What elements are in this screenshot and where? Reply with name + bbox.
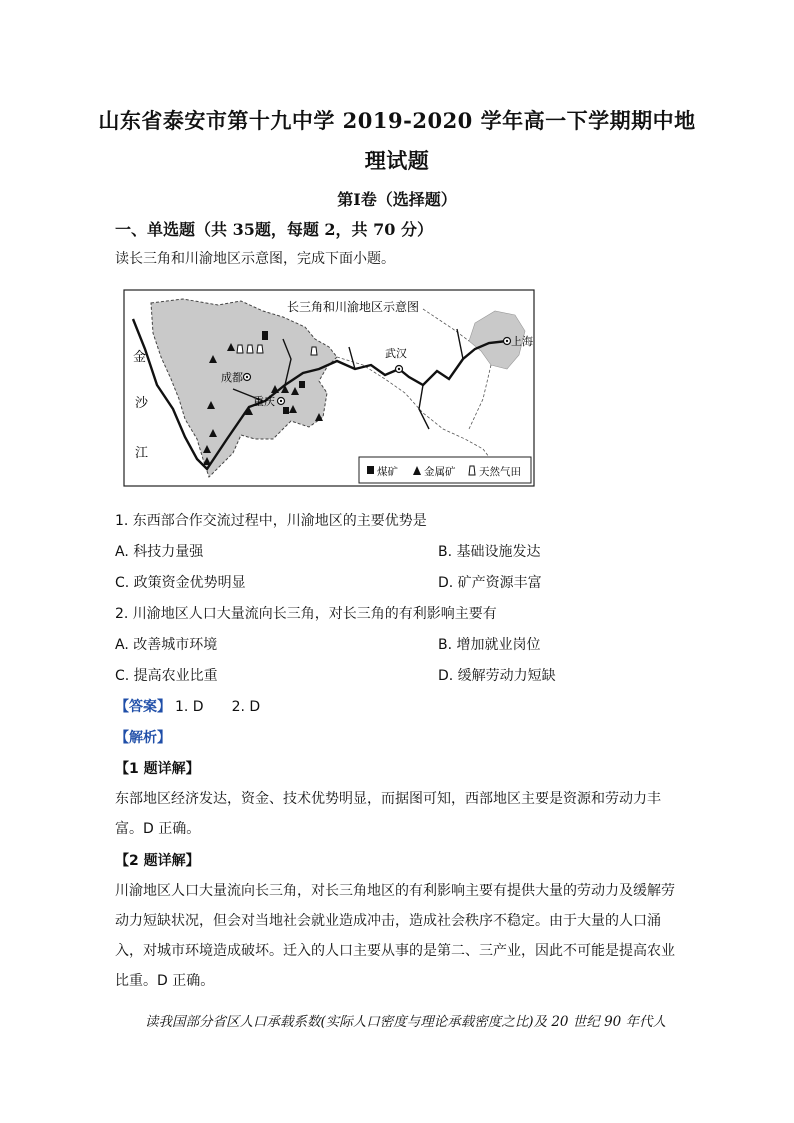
question-1-option-a: A. 科技力量强: [115, 544, 204, 560]
region-map: [123, 289, 535, 489]
question-2-option-a: A. 改善城市环境: [115, 637, 218, 653]
question-1-stem: 1. 东西部合作交流过程中，川渝地区的主要优势是: [115, 513, 427, 529]
river-label-sha: 沙: [135, 396, 149, 411]
question-2-option-b: B. 增加就业岗位: [438, 637, 541, 653]
map-title: 长三角和川渝地区示意图: [287, 300, 420, 314]
coal-mine-icon: [262, 331, 268, 340]
section-heading: 一、单选题（共 35题，每题 2，共 70 分）: [115, 220, 433, 239]
question-2-stem: 2. 川渝地区人口大量流向长三角，对长三角的有利影响主要有: [115, 606, 497, 622]
legend-label-coal: 煤矿: [377, 466, 398, 478]
q1-detail-text: 东部地区经济发达，资金、技术优势明显，而据图可知，西部地区主要是资源和劳动力丰富。D 正确。: [115, 791, 661, 837]
coal-mine-icon: [283, 407, 289, 414]
city-label-wuhan: 武汉: [385, 347, 407, 360]
river-label-jiang: 江: [135, 446, 149, 461]
legend-label-metal: 金属矿: [424, 466, 456, 478]
answer-label: 【答案】: [115, 699, 171, 715]
legend-label-gas: 天然气田: [479, 466, 521, 478]
question-1-option-d: D. 矿产资源丰富: [438, 575, 542, 591]
question-1-option-c: C. 政策资金优势明显: [115, 575, 246, 591]
coal-mine-icon: [367, 466, 374, 474]
answer-line: [115, 696, 260, 716]
next-question-intro: 读我国部分省区人口承载系数(实际人口密度与理论承载密度之比)及 20 世纪 90 年代人: [145, 1014, 667, 1030]
question-2-option-d: D. 缓解劳动力短缺: [438, 668, 556, 684]
question-2-option-c: C. 提高农业比重: [115, 668, 218, 684]
gas-field-icon: [469, 466, 475, 475]
question-1-option-b: B. 基础设施发达: [438, 544, 541, 560]
q2-detail-text: 川渝地区人口大量流向长三角，对长三角地区的有利影响主要有提供大量的劳动力及缓解劳动力短缺状况，但会对当地社会就业造成冲击，造成社会秩序不稳定。由于大量的人口涌入，对城市环境造成破坏。迁入的人口主要从事的是第二、三产业，因此不可能是提高农业比重。D 正确。: [115, 883, 675, 989]
answer-value: 1. D 2. D: [175, 699, 261, 715]
analysis-label: 【解析】: [115, 730, 171, 746]
q1-detail-label: 【1 题详解】: [115, 761, 200, 777]
q2-detail-label: 【2 题详解】: [115, 853, 200, 869]
volume-heading: 第Ⅰ卷（选择题）: [337, 190, 457, 209]
river-label-jin: 金: [133, 350, 147, 365]
city-label-shanghai: 上海: [511, 335, 533, 348]
coal-mine-icon: [299, 381, 305, 388]
city-label-chengdu: 成都: [221, 371, 243, 384]
document-title-line1: 山东省泰安市第十九中学 2019-2020 学年高一下学期期中地: [98, 108, 696, 133]
city-label-chongqing: 重庆: [253, 395, 275, 408]
intro-text: 读长三角和川渝地区示意图，完成下面小题。: [115, 251, 395, 267]
document-title-line2: 理试题: [364, 148, 430, 173]
